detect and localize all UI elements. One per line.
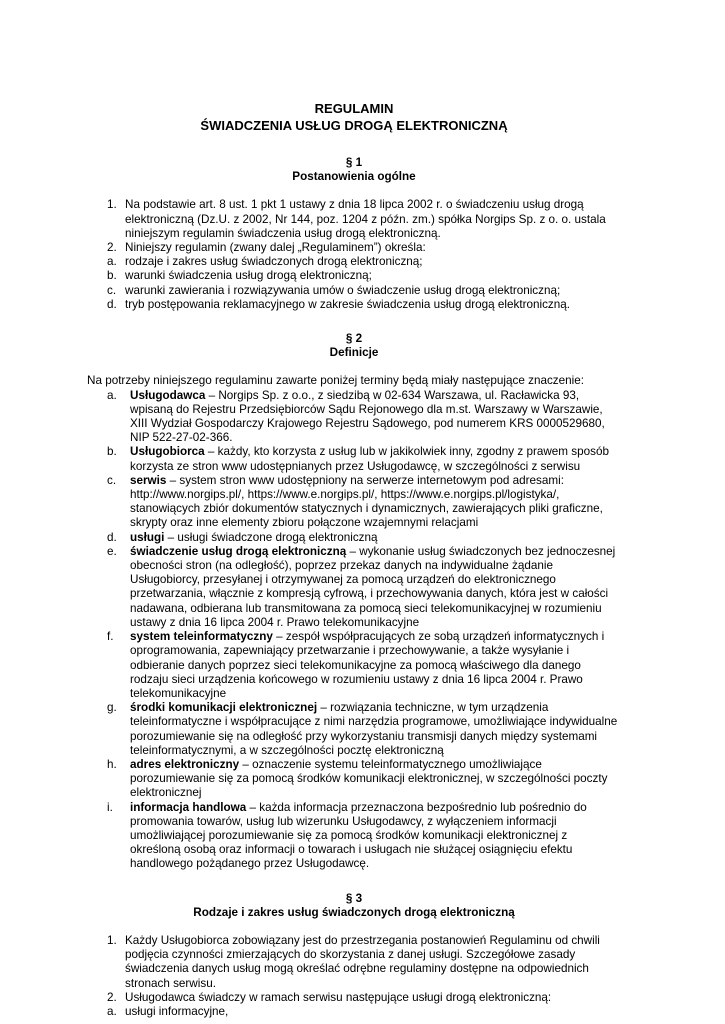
- list-item-text: rodzaje i zakres usług świadczonych drogą elektroniczną;: [125, 255, 423, 269]
- list-item-text: tryb postępowania reklamacyjnego w zakresie świadczenia usług drogą elektroniczną.: [125, 297, 571, 311]
- list-marker: f.: [107, 630, 114, 644]
- list-item-text: Na podstawie art. 8 ust. 1 pkt 1 ustawy z dnia 18 lipca 2002 r. o świadczeniu usług drogą elektroniczną (Dz.U. z 2002, Nr 144, poz. 1204 z późn. zm.) spółka Norgips Sp. z o. o. ustala niniejszym regulamin świadczenia usług drogą elektroniczną.: [125, 198, 606, 240]
- list-marker: b.: [107, 269, 117, 283]
- definitions-list: [87, 389, 621, 872]
- definition-text: – system stron www udostępniony na serwerze internetowym pod adresami: http://www.norgips.pl/, https://www.e.norgips.pl/, https://www.e.norgips.pl/logistyka/, stanowiących zbiór dokumentów statycznych i dynamicznych, zawierających pliki graficzne, skrypty oraz inne elementy zbioru połączone wzajemnymi relacjami: [130, 473, 603, 530]
- definition-text: – Norgips Sp. z o.o., z siedzibą w 02-634 Warszawa, ul. Racławicka 93, wpisaną do Rejestru Przedsiębiorców Sądu Rejonowego dla m.st. Warszawy w Warszawie, XIII Wydział Gospodarczy Krajowego Rejestru Sądowego, pod numerem KRS 0000529680, NIP 522-27-02-366.: [130, 388, 605, 445]
- section-2: [87, 332, 621, 872]
- section-heading: Rodzaje i zakres usług świadczonych drogą elektroniczną: [193, 905, 515, 919]
- definition-term: serwis: [130, 473, 167, 487]
- list-marker: h.: [107, 757, 117, 771]
- list-marker: d.: [107, 530, 117, 544]
- list-marker: d.: [107, 297, 117, 311]
- lettered-list: [87, 1005, 621, 1019]
- definition-text: – zespół współpracujących ze sobą urządzeń informatycznych i oprogramowania, zapewniający przetwarzanie i przechowywanie, a także wysyłanie i odbieranie danych poprzez sieci telekomunikacyjne za pomocą właściwego dla danego rodzaju sieci urządzenia końcowego w rozumieniu ustawy z dnia 16 lipca 2004 r. Prawo telekomunikacyjne: [130, 630, 605, 700]
- definition-item: [87, 389, 621, 446]
- list-item: [87, 991, 621, 1019]
- section-number: § 2: [345, 332, 363, 346]
- definition-term: Usługodawca: [130, 388, 206, 402]
- list-marker: a.: [107, 388, 117, 402]
- definition-text: – usługi świadczone drogą elektroniczną: [164, 530, 378, 544]
- list-marker: 1.: [107, 933, 117, 947]
- section-number: § 1: [345, 156, 363, 169]
- definition-text: – każdy, kto korzysta z usług lub w jakikolwiek inny, zgodny z prawem sposób korzysta ze stron www udostępnianych przez Usługodawcę, w szczególności z serwisu: [130, 445, 609, 473]
- list-item-text: Każdy Usługobiorca zobowiązany jest do przestrzegania postanowień Regulaminu od chwili podjęcia czynności zmierzających do skorzystania z danej usługi. Szczegółowe zasady świadczenia danych usług mogą określać odrębne regulaminy dostępne na odpowiednich stronach serwisu.: [125, 933, 600, 990]
- definition-term: środki komunikacji elektronicznej: [130, 701, 318, 715]
- list-item: [87, 269, 621, 283]
- definition-term: Usługobiorca: [130, 445, 205, 459]
- lettered-list: [87, 255, 621, 312]
- title-line-2: ŚWIADCZENIA USŁUG DROGĄ ELEKTRONICZNĄ: [200, 118, 508, 133]
- definition-item: [87, 758, 621, 801]
- list-item: [87, 284, 621, 298]
- section-heading: Definicje: [329, 346, 379, 360]
- definition-item: [87, 531, 621, 545]
- definition-term: informacja handlowa: [130, 800, 247, 814]
- definition-term: świadczenie usług drogą elektroniczną: [130, 544, 347, 558]
- list-marker: 1.: [107, 198, 117, 212]
- section-1: [87, 156, 621, 312]
- list-item-text: usługi informacyjne,: [125, 1004, 229, 1018]
- definition-text: – każda informacja przeznaczona bezpośrednio lub pośrednio do promowania towarów, usług lub wizerunku Usługodawcy, z wyłączeniem informacji umożliwiającej porozumiewanie się za pomocą środków komunikacji elektronicznej z określoną osobą oraz informacji o towarach i usługach nie służącej osiągnięciu efektu handlowego pożądanego przez Usługodawcę.: [130, 800, 587, 871]
- list-marker: a.: [107, 255, 117, 269]
- list-item-text: Usługodawca świadczy w ramach serwisu następujące usługi drogą elektroniczną:: [125, 990, 552, 1004]
- list-item-text: warunki zawierania i rozwiązywania umów o świadczenie usług drogą elektroniczną;: [125, 283, 561, 297]
- definition-item: [87, 701, 621, 758]
- section-intro: Na potrzeby niniejszego regulaminu zawarte poniżej terminy będą miały następujące znaczenie:: [87, 374, 584, 388]
- list-item-text: warunki świadczenia usług drogą elektroniczną;: [125, 269, 372, 283]
- definition-item: [87, 801, 621, 872]
- definition-term: adres elektroniczny: [130, 757, 240, 771]
- list-item: [87, 934, 621, 991]
- numbered-list: [87, 934, 621, 1019]
- list-item: [87, 255, 621, 269]
- definition-item: [87, 474, 621, 531]
- list-item: [87, 1005, 621, 1019]
- definition-text: – rozwiązania techniczne, w tym urządzenia teleinformatyczne i współpracujące z nimi narzędzia programowe, umożliwiające indywidualne porozumiewanie się na odległość przy wykorzystaniu transmisji danych między systemami teleinformatycznymi, a w szczególności pocztę elektroniczną: [130, 701, 618, 757]
- list-marker: i.: [107, 800, 113, 814]
- list-marker: e.: [107, 544, 117, 558]
- definition-text: – oznaczenie systemu teleinformatycznego umożliwiające porozumiewanie się za pomocą środków komunikacji elektronicznej, w szczególności poczty elektronicznej: [130, 757, 608, 800]
- list-item: [87, 241, 621, 312]
- list-marker: b.: [107, 445, 117, 459]
- numbered-list: [87, 198, 621, 312]
- definition-term: system teleinformatyczny: [130, 630, 273, 644]
- section-heading: Postanowienia ogólne: [292, 170, 416, 184]
- list-marker: g.: [107, 701, 117, 715]
- title-line-1: REGULAMIN: [314, 101, 394, 116]
- section-3: [87, 892, 621, 1020]
- list-item: [87, 198, 621, 241]
- list-marker: c.: [107, 473, 117, 487]
- list-marker: c.: [107, 283, 117, 297]
- definition-item: [87, 545, 621, 630]
- list-marker: 2.: [107, 990, 117, 1004]
- definition-item: [87, 445, 621, 473]
- section-number: § 3: [345, 891, 363, 905]
- list-marker: 2.: [107, 241, 117, 255]
- document-title: [87, 100, 621, 134]
- list-item: [87, 298, 621, 312]
- definition-text: – wykonanie usług świadczonych bez jednoczesnej obecności stron (na odległość), poprzez przekaz danych na indywidualne żądanie Usługobiorcy, przesyłanej i otrzymywanej za pomocą urządzeń do elektronicznego przetwarzania, włącznie z kompresją cyfrową, i przechowywania danych, która jest w całości nadawana, odbierana lub transmitowana za pomocą sieci telekomunikacyjnej w rozumieniu ustawy z dnia 16 lipca 2004 r. Prawo telekomunikacyjne: [130, 544, 616, 629]
- list-item-text: Niniejszy regulamin (zwany dalej „Regulaminem”) określa:: [125, 241, 426, 255]
- definition-item: [87, 630, 621, 701]
- definition-term: usługi: [130, 530, 165, 544]
- list-marker: a.: [107, 1004, 117, 1018]
